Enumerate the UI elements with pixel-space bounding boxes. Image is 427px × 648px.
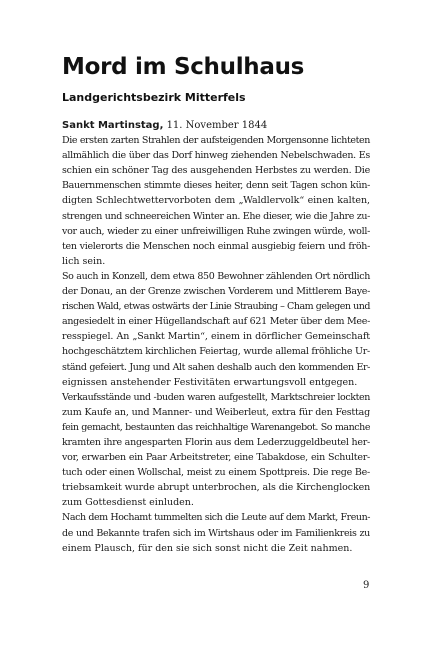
paragraph-line: triebsamkeit wurde abrupt unterbrochen, als die Kirchenglocken [62, 482, 371, 494]
paragraph-line: der Donau, an der Grenze zwischen Vorderem und Mittlerem Baye- [62, 286, 370, 298]
paragraph-line: So auch in Konzell, dem etwa 850 Bewohner zählenden Ort nördlich [62, 270, 370, 282]
paragraph-line: Verkaufsstände und -buden waren aufgestellt, Marktschreier lockten [62, 391, 370, 403]
paragraph-line: rischen Wald, etwas ostwärts der Linie Straubing – Cham gelegen und [62, 301, 370, 313]
paragraph-line: eignissen anstehender Festivitäten erwartungsvoll entgegen. [62, 376, 358, 388]
paragraph-line: strengen und schneereichen Winter an. Ehe dieser, wie die Jahre zu- [62, 210, 370, 222]
chapter-subtitle: Landgerichtsbezirk Mitterfels [62, 91, 246, 104]
dateline [62, 118, 370, 133]
paragraph-line: digten Schlechtwettervorboten dem „Waldlervolk“ einen kalten, [62, 195, 370, 207]
paragraph-line: vor, erwarben ein Paar Arbeitstreter, eine Tabakdose, ein Schulter- [62, 452, 370, 464]
paragraph-line: Nach dem Hochamt tummelten sich die Leute auf dem Markt, Freun- [62, 512, 370, 524]
page-number: 9 [363, 580, 370, 591]
paragraph-line: hochgeschätztem kirchlichen Feiertag, wurde allemal fröhliche Ur- [62, 346, 370, 358]
dateline-date: 11. November 1844 [163, 120, 268, 131]
paragraph-line: de und Bekannte trafen sich im Wirtshaus oder im Familienkreis zu [62, 527, 370, 539]
paragraph-line: ständ gefeiert. Jung und Alt sahen deshalb auch den kommenden Er- [62, 361, 370, 373]
paragraph-line: resspiegel. An „Sankt Martin“, einem in dörflicher Gemeinschaft [62, 331, 370, 343]
chapter-title: Mord im Schulhaus [62, 54, 305, 80]
paragraph-line: lich sein. [62, 255, 106, 267]
paragraph-line: ten vielerorts die Menschen noch einmal ausgiebig feiern und fröh- [62, 240, 370, 252]
paragraph-line: angesiedelt in einer Hügellandschaft auf 621 Meter über dem Mee- [62, 316, 370, 328]
dateline-bold: Sankt Martinstag, [62, 120, 164, 131]
paragraph-line: zum Gottesdienst einluden. [62, 497, 194, 509]
paragraph-line: kramten ihre angesparten Florin aus dem Lederzuggeldbeutel her- [62, 436, 370, 448]
paragraph-line: tuch oder einen Wollschal, meist zu einem Spottpreis. Die rege Be- [62, 467, 370, 479]
paragraph-line: schien ein schöner Tag des ausgehenden Herbstes zu werden. Die [62, 165, 370, 177]
paragraph-line: vor auch, wieder zu einer unfreiwilligen Ruhe zwingen würde, woll- [62, 225, 370, 237]
paragraph-line: Die ersten zarten Strahlen der aufsteigenden Morgensonne lichteten [62, 135, 370, 147]
paragraph-line: einem Plausch, für den sie sich sonst nicht die Zeit nahmen. [62, 542, 353, 554]
paragraph-line: Bauernmenschen stimmte dieses heiter, denn seit Tagen schon kün- [62, 180, 370, 192]
paragraph-line: allmählich die über das Dorf hinweg ziehenden Nebelschwaden. Es [62, 150, 370, 162]
paragraph-line: fein gemacht, bestaunten das reichhaltige Warenangebot. So manche [62, 421, 370, 433]
body-text [62, 118, 370, 556]
paragraph-line: zum Kaufe an, und Manner- und Weiberleut, extra für den Festtag [62, 406, 370, 418]
